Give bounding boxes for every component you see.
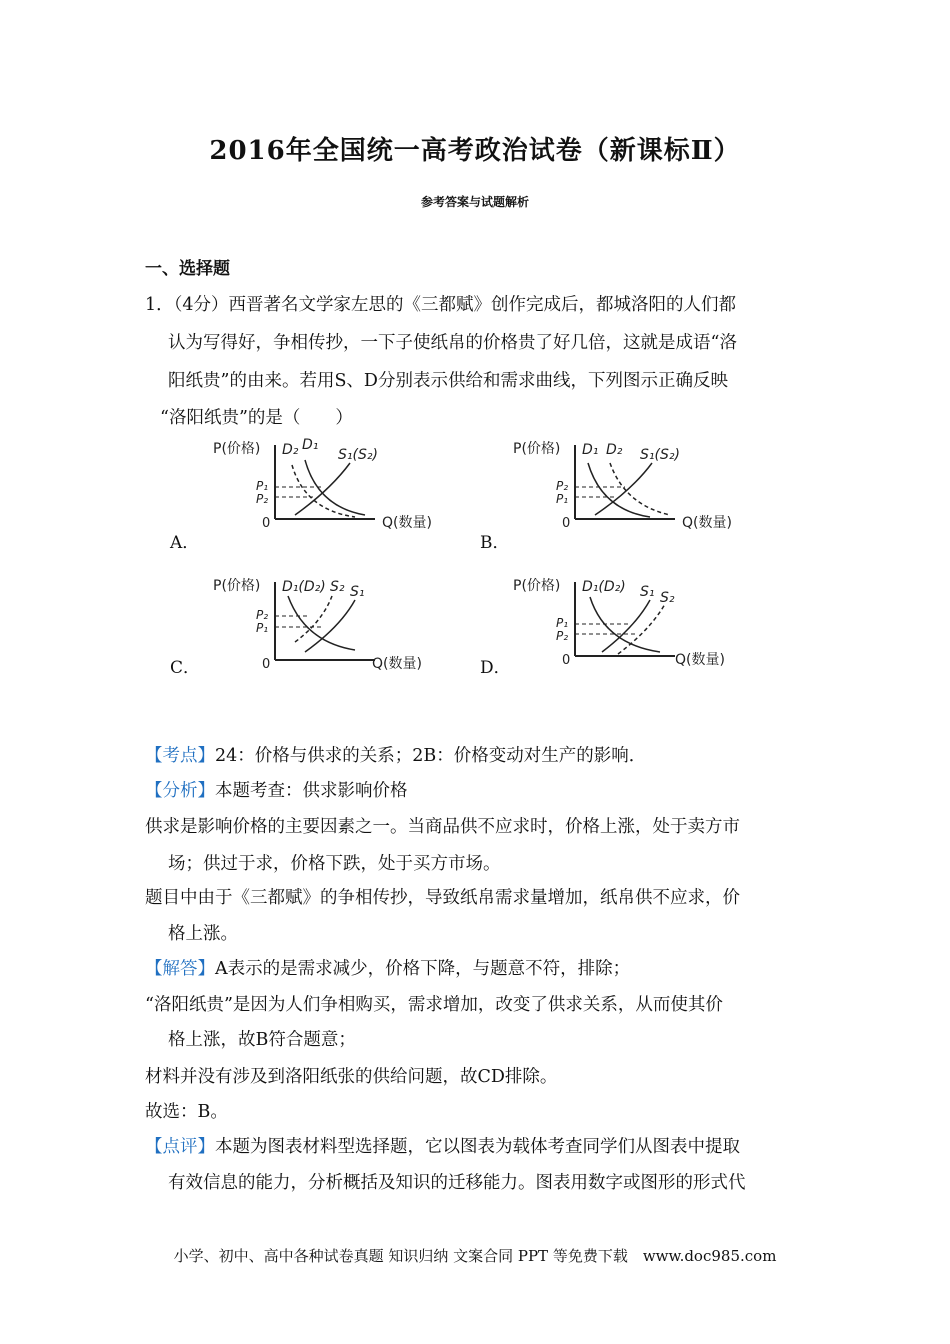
s-right-label: S₂ bbox=[660, 590, 675, 606]
fenxi-text: 本题考查：供求影响价格 bbox=[215, 781, 408, 801]
supply-curve-s1 bbox=[602, 600, 650, 652]
p-top-label: P₂ bbox=[256, 608, 269, 622]
analysis-para-1: 供求是影响价格的主要因素之一。当商品供不应求时，价格上涨，处于卖方市 bbox=[145, 817, 740, 837]
d-label: D₁(D₂) bbox=[282, 579, 326, 595]
dianping-text: 本题为图表材料型选择题，它以图表为载体考查同学们从图表中提取 bbox=[215, 1137, 740, 1157]
origin-label: 0 bbox=[262, 516, 271, 531]
page-title: 2016年全国统一高考政治试卷（新课标Ⅱ） bbox=[209, 136, 741, 166]
option-b-label[interactable]: B． bbox=[480, 533, 510, 553]
p-axis-label: P(价格) bbox=[213, 578, 261, 594]
section-heading: 一、选择题 bbox=[145, 259, 230, 279]
s-label: S₁(S₂) bbox=[640, 447, 680, 463]
d-left-label: D₁ bbox=[582, 442, 599, 458]
origin-label: 0 bbox=[562, 516, 571, 531]
answer-para-1: “洛阳纸贵”是因为人们争相购买，需求增加，改变了供求关系，从而使其价 bbox=[145, 995, 723, 1015]
p-top-label: P₂ bbox=[556, 479, 569, 493]
fenxi-tag: 【分析】 bbox=[145, 781, 215, 801]
s-left-label: S₂ bbox=[330, 579, 345, 595]
p-top-label: P₁ bbox=[256, 479, 269, 493]
jieda-text: A表示的是需求减少，价格下降，与题意不符，排除； bbox=[215, 959, 631, 979]
jieda-tag: 【解答】 bbox=[145, 959, 215, 979]
option-b-graph bbox=[510, 435, 740, 535]
p-bottom-label: P₁ bbox=[256, 621, 269, 635]
q-axis-label: Q(数量) bbox=[382, 515, 432, 531]
origin-label: 0 bbox=[562, 653, 571, 668]
p-axis-label: P(价格) bbox=[513, 578, 561, 594]
option-c-graph bbox=[210, 572, 440, 672]
d-right-label: D₂ bbox=[606, 442, 623, 458]
demand-curve-d2 bbox=[610, 463, 670, 515]
analysis-para-2: 场；供过于求，价格下跌，处于买方市场。 bbox=[168, 854, 501, 874]
option-d-label[interactable]: D． bbox=[480, 658, 511, 678]
analysis-para-3: 题目中由于《三都赋》的争相传抄，导致纸帛需求量增加，纸帛供不应求，价 bbox=[145, 888, 740, 908]
q-axis-label: Q(数量) bbox=[675, 652, 725, 668]
question-line-3: 阳纸贵”的由来。若用S、D分别表示供给和需求曲线，下列图示正确反映 bbox=[168, 371, 728, 391]
option-a-label[interactable]: A． bbox=[170, 533, 200, 553]
p-bottom-label: P₂ bbox=[256, 492, 269, 506]
p-bottom-label: P₁ bbox=[556, 492, 569, 506]
question-line-4: “洛阳纸贵”的是（ ） bbox=[160, 408, 353, 428]
comment-para: 有效信息的能力，分析概括及知识的迁移能力。图表用数字或图形的形式代 bbox=[168, 1173, 746, 1193]
dianping-tag: 【点评】 bbox=[145, 1137, 215, 1157]
question-line-1: 1．（4分）西晋著名文学家左思的《三都赋》创作完成后，都城洛阳的人们都 bbox=[145, 295, 737, 315]
option-a-graph bbox=[210, 435, 440, 535]
d-left-label: D₂ bbox=[282, 442, 299, 458]
s-label: S₁(S₂) bbox=[338, 447, 378, 463]
q-axis-label: Q(数量) bbox=[372, 656, 422, 672]
kaodian-line bbox=[145, 742, 646, 767]
option-c-label[interactable]: C． bbox=[170, 658, 201, 678]
dianping-line bbox=[145, 1133, 740, 1158]
q-axis-label: Q(数量) bbox=[682, 515, 732, 531]
p-top-label: P₁ bbox=[556, 616, 569, 630]
page-subtitle: 参考答案与试题解析 bbox=[420, 195, 529, 209]
demand-curve bbox=[288, 596, 355, 650]
page-footer: 小学、初中、高中各种试卷真题 知识归纳 文案合同 PPT 等免费下载 www.doc985.com bbox=[173, 1247, 777, 1265]
answer-para-3: 材料并没有涉及到洛阳纸张的供给问题，故CD排除。 bbox=[145, 1067, 558, 1087]
kaodian-tag: 【考点】 bbox=[145, 746, 215, 766]
d-right-label: D₁ bbox=[302, 437, 319, 453]
d-label: D₁(D₂) bbox=[582, 579, 626, 595]
origin-label: 0 bbox=[262, 657, 271, 672]
answer-para-2: 格上涨，故B符合题意； bbox=[168, 1030, 356, 1050]
kaodian-text: 24：价格与供求的关系；2B：价格变动对生产的影响． bbox=[215, 746, 647, 766]
s-left-label: S₁ bbox=[640, 584, 655, 600]
supply-curve bbox=[595, 463, 652, 515]
supply-curve-s2 bbox=[618, 604, 665, 654]
p-axis-label: P(价格) bbox=[213, 441, 261, 457]
p-axis-label: P(价格) bbox=[513, 441, 561, 457]
option-d-graph bbox=[510, 572, 740, 672]
fenxi-line bbox=[145, 777, 408, 802]
demand-curve-d1 bbox=[588, 463, 650, 517]
s-right-label: S₁ bbox=[350, 584, 365, 600]
answer-choice: 故选：B。 bbox=[145, 1102, 228, 1122]
p-bottom-label: P₂ bbox=[556, 629, 569, 643]
jieda-line bbox=[145, 955, 630, 980]
analysis-para-4: 格上涨。 bbox=[168, 924, 238, 944]
question-line-2: 认为写得好，争相传抄，一下子使纸帛的价格贵了好几倍，这就是成语“洛 bbox=[168, 333, 737, 353]
